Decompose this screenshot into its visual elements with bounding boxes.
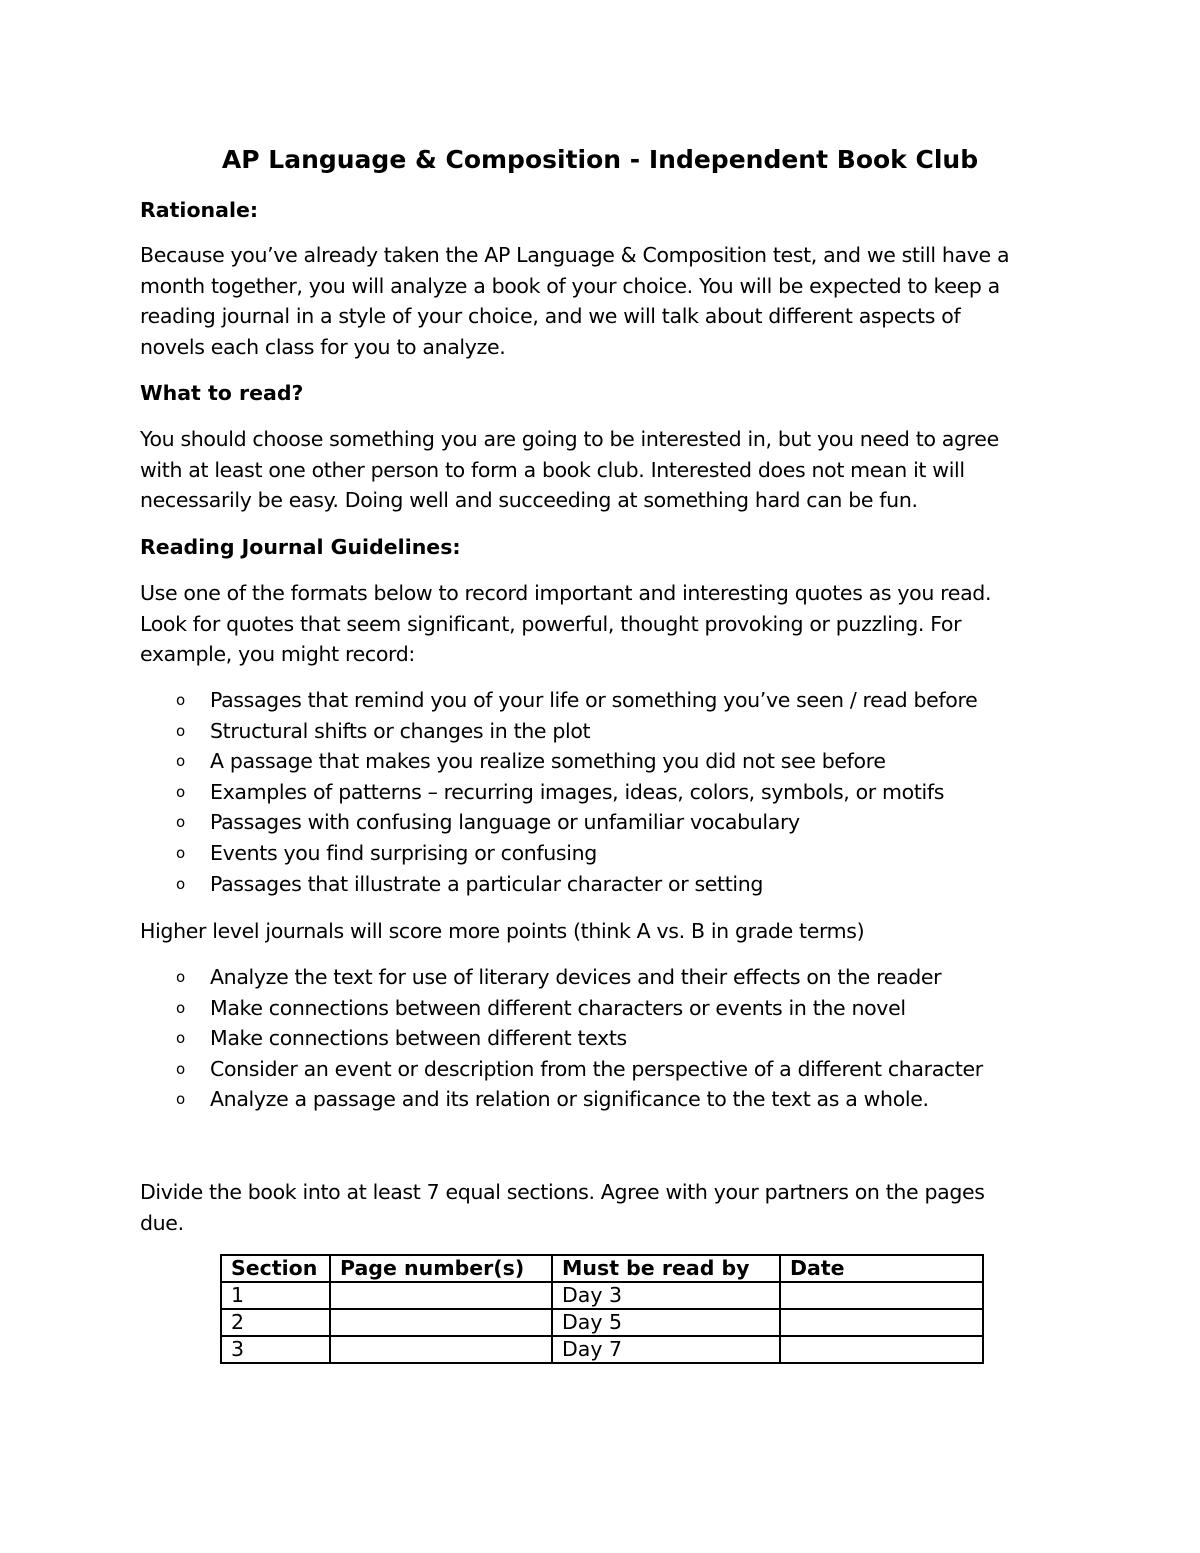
table-header-row	[221, 1255, 983, 1282]
list-item: o Analyze a passage and its relation or significance to the text as a whole.	[140, 1084, 983, 1115]
bullet-marker: o	[176, 691, 185, 709]
date-cell[interactable]	[780, 1336, 983, 1363]
bullet-marker: o	[176, 1029, 185, 1048]
must-be-read-by-cell: Day 5	[552, 1309, 780, 1336]
list-item: o Events you find surprising or confusing	[140, 838, 977, 869]
table-row	[221, 1309, 983, 1336]
schedule-table	[220, 1254, 984, 1364]
text-line: with at least one other person to form a book club. Interested does not mean it will	[140, 457, 965, 482]
example-list	[140, 685, 977, 899]
list-item: o Passages that illustrate a particular character or setting	[140, 869, 977, 900]
list-item: o Structural shifts or changes in the plot	[140, 716, 977, 747]
column-header-section: Section	[221, 1255, 330, 1282]
text-line: month together, you will analyze a book of your choice. You will be expected to keep a	[140, 273, 1000, 298]
list-item: o Passages that remind you of your life or something you’ve seen / read before	[140, 685, 977, 716]
higher-level-intro: Higher level journals will score more points (think A vs. B in grade terms)	[140, 919, 865, 943]
date-cell[interactable]	[780, 1282, 983, 1309]
text-line: example, you might record:	[140, 642, 415, 667]
list-item: o Make connections between different characters or events in the novel	[140, 993, 983, 1024]
date-cell[interactable]	[780, 1309, 983, 1336]
list-item: o A passage that makes you realize something you did not see before	[140, 746, 977, 777]
table-row	[221, 1282, 983, 1309]
bullet-marker: o	[176, 874, 185, 893]
bullet-marker: o	[176, 721, 185, 740]
text-line: Use one of the formats below to record important and interesting quotes as you read.	[140, 581, 992, 605]
list-item: o Consider an event or description from the perspective of a different character	[140, 1054, 983, 1085]
column-header-page-numbers: Page number(s)	[330, 1255, 552, 1282]
what-to-read-heading: What to read?	[140, 381, 304, 405]
bullet-marker: o	[176, 968, 185, 986]
list-item: o Examples of patterns – recurring images, ideas, colors, symbols, or motifs	[140, 777, 977, 808]
text-line: reading journal in a style of your choice, and we will talk about different aspects of	[140, 304, 961, 329]
text-line: due.	[140, 1210, 184, 1235]
text-line: You should choose something you are going to be interested in, but you need to agree	[140, 427, 999, 451]
bullet-marker: o	[176, 752, 185, 771]
divide-paragraph	[140, 1177, 1060, 1238]
journal-guidelines-paragraph	[140, 578, 1060, 670]
rationale-paragraph	[140, 240, 1060, 362]
page-numbers-cell[interactable]	[330, 1309, 552, 1336]
bullet-marker: o	[176, 1090, 185, 1109]
table-row	[221, 1336, 983, 1363]
journal-guidelines-heading: Reading Journal Guidelines:	[140, 535, 461, 559]
text-line: Divide the book into at least 7 equal sections. Agree with your partners on the pages	[140, 1180, 985, 1204]
what-to-read-paragraph	[140, 424, 1060, 516]
section-cell: 3	[221, 1336, 330, 1363]
page-numbers-cell[interactable]	[330, 1336, 552, 1363]
list-item: o Make connections between different texts	[140, 1023, 983, 1054]
text-line: Look for quotes that seem significant, powerful, thought provoking or puzzling. For	[140, 611, 962, 636]
column-header-date: Date	[780, 1255, 983, 1282]
bullet-marker: o	[176, 843, 185, 862]
higher-level-list	[140, 962, 983, 1115]
text-line: Because you’ve already taken the AP Language & Composition test, and we still have a	[140, 243, 1010, 267]
section-cell: 2	[221, 1309, 330, 1336]
bullet-marker: o	[176, 813, 185, 832]
list-item: o Analyze the text for use of literary devices and their effects on the reader	[140, 962, 983, 993]
column-header-must-be-read-by: Must be read by	[552, 1255, 780, 1282]
page-numbers-cell[interactable]	[330, 1282, 552, 1309]
text-line: necessarily be easy. Doing well and succeeding at something hard can be fun.	[140, 488, 918, 513]
list-item: o Passages with confusing language or unfamiliar vocabulary	[140, 807, 977, 838]
rationale-heading: Rationale:	[140, 198, 259, 222]
must-be-read-by-cell: Day 3	[552, 1282, 780, 1309]
text-line: novels each class for you to analyze.	[140, 334, 506, 359]
bullet-marker: o	[176, 998, 185, 1017]
bullet-marker: o	[176, 782, 185, 801]
document-title: AP Language & Composition - Independent Book Club	[221, 145, 979, 174]
bullet-marker: o	[176, 1059, 185, 1078]
must-be-read-by-cell: Day 7	[552, 1336, 780, 1363]
section-cell: 1	[221, 1282, 330, 1309]
